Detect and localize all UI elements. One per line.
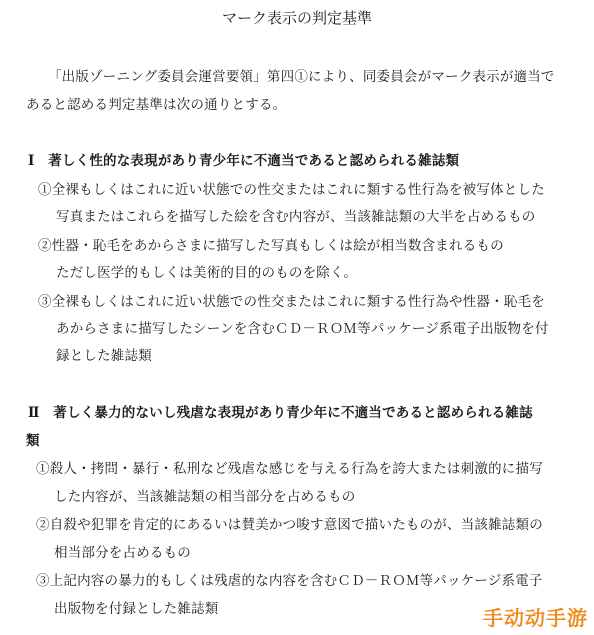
section-heading: 類 [26, 433, 40, 449]
list-item-line: ①殺人・拷問・暴行・私刑など残虐な感じを与える行為を誇大または刺激的に描写 [36, 461, 543, 477]
list-item-line: あからさまに描写したシーンを含むＣＤ－ＲＯＭ等パッケージ系電子出版物を付 [56, 321, 549, 337]
list-item-line: 写真またはこれらを描写した絵を含む内容が、当該雑誌類の大半を占めるもの [56, 209, 536, 225]
list-item-line: 相当部分を占めるもの [54, 545, 191, 561]
list-item-line: ③上記内容の暴力的もしくは残虐的な内容を含むＣＤ－ＲＯＭ等パッケージ系電子 [36, 573, 543, 589]
list-item-line: ②性器・恥毛をあからさまに描写した写真もしくは絵が相当数含まれるもの [38, 238, 504, 254]
list-item-line: ①全裸もしくはこれに近い状態での性交またはこれに類する性行為を被写体とした [38, 182, 545, 198]
section-heading: Ⅰ 著しく性的な表現があり青少年に不適当であると認められる雑誌類 [28, 153, 460, 169]
list-item-line: ③全裸もしくはこれに近い状態での性交またはこれに類する性行為や性器・恥毛を [38, 294, 545, 310]
list-item-line: 出版物を付録とした雑誌類 [54, 601, 219, 617]
section-heading: Ⅱ 著しく暴力的ないし残虐な表現があり青少年に不適当であると認められる雑誌 [28, 405, 533, 421]
list-item-line: ②自殺や犯罪を肯定的にあるいは賛美かつ唆す意図で描いたものが、当該雑誌類の [36, 517, 543, 533]
list-item-line: 録とした雑誌類 [56, 348, 152, 364]
list-item-line: ただし医学的もしくは美術的目的のものを除く。 [56, 265, 358, 281]
list-item-line: した内容が、当該雑誌類の相当部分を占めるもの [54, 489, 356, 505]
document-title: マーク表示の判定基準 [221, 9, 372, 27]
intro-line: あると認める判定基準は次の通りとする。 [26, 97, 287, 113]
intro-line: 「出版ゾーニング委員会運営要領」第四①により、同委員会がマーク表示が適当で [48, 69, 555, 85]
watermark-logo: 手动动手游 [483, 606, 588, 630]
